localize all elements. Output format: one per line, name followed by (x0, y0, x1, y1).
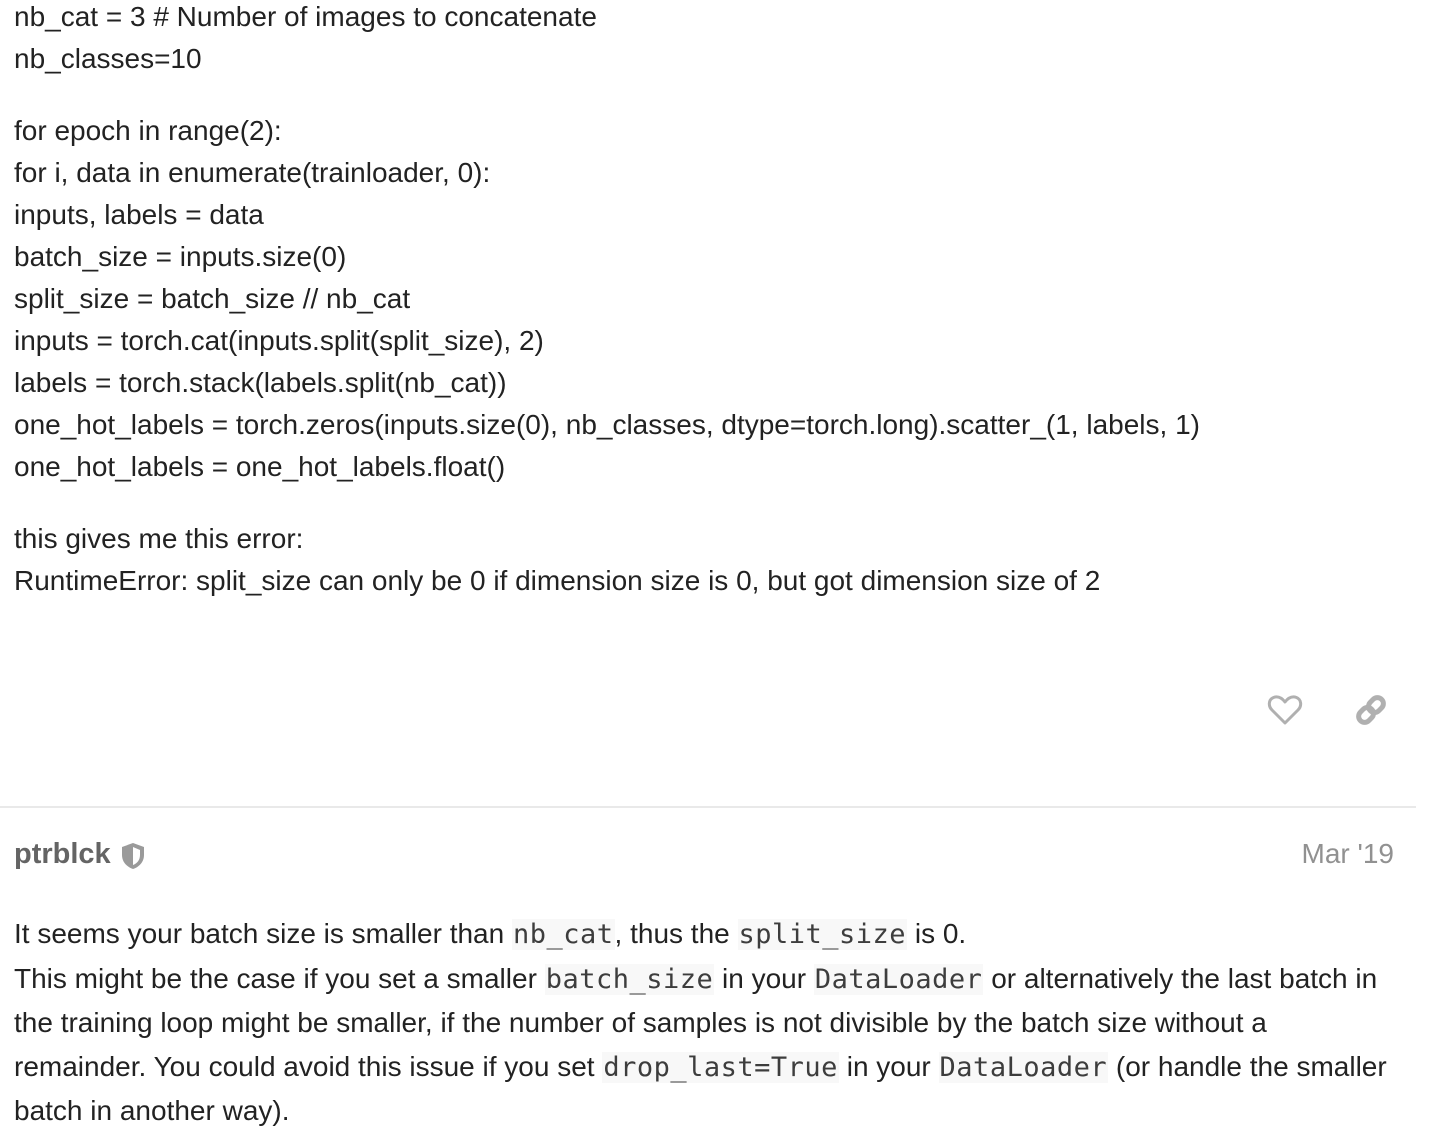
link-icon (1353, 692, 1389, 728)
post-body (14, 0, 1414, 606)
like-button[interactable] (1266, 690, 1304, 730)
code-line: nb_cat = 3 # Number of images to concatenate (14, 1, 597, 32)
code-line: one_hot_labels = one_hot_labels.float() (14, 451, 506, 482)
copy-link-button[interactable] (1352, 690, 1390, 730)
inline-code: batch_size (545, 963, 714, 995)
reply-paragraph-2 (14, 957, 1404, 1133)
text: in your (838, 1050, 939, 1082)
reply-header (14, 834, 1394, 874)
code-line: nb_classes=10 (14, 43, 202, 74)
code-line: for i, data in enumerate(trainloader, 0): (14, 157, 491, 188)
code-line: one_hot_labels = torch.zeros(inputs.size(0), nb_classes, dtype=torch.long).scatter_(1, labels, 1) (14, 409, 1200, 440)
code-line: for epoch in range(2): (14, 115, 282, 146)
post-actions (1266, 690, 1390, 730)
error-message: RuntimeError: split_size can only be 0 if dimension size is 0, but got dimension size of 2 (14, 565, 1101, 596)
error-intro: this gives me this error: (14, 523, 304, 554)
text: , thus the (614, 918, 738, 949)
text: or alternatively the last batch in the training loop might be smaller, if the number of samples is not divisible by the batch size without a remainder. You could avoid this issue if you set (14, 962, 1378, 1082)
code-line: labels = torch.stack(labels.split(nb_cat)) (14, 367, 507, 398)
code-line: inputs = torch.cat(inputs.split(split_size), 2) (14, 325, 544, 356)
inline-code: split_size (738, 919, 907, 950)
shield-icon (120, 842, 146, 870)
inline-code: nb_cat (512, 919, 614, 950)
inline-code: drop_last=True (603, 1051, 838, 1083)
inline-code: DataLoader (939, 1051, 1108, 1083)
post-date[interactable]: Mar '19 (1301, 838, 1394, 869)
text: This might be the case if you set a smaller (14, 962, 545, 994)
reply-paragraph-1 (14, 912, 1404, 957)
username-link[interactable]: ptrblck (14, 838, 111, 870)
post-divider (0, 806, 1416, 808)
text: in your (714, 962, 814, 994)
text: is 0. (907, 918, 967, 949)
heart-icon (1267, 694, 1303, 726)
code-line: split_size = batch_size // nb_cat (14, 283, 411, 314)
reply-body (14, 912, 1404, 1133)
code-line: inputs, labels = data (14, 199, 264, 230)
text: It seems your batch size is smaller than (14, 918, 512, 949)
inline-code: DataLoader (814, 963, 983, 995)
code-line: batch_size = inputs.size(0) (14, 241, 347, 272)
text: (or handle the smaller batch in another way). (14, 1050, 1387, 1126)
